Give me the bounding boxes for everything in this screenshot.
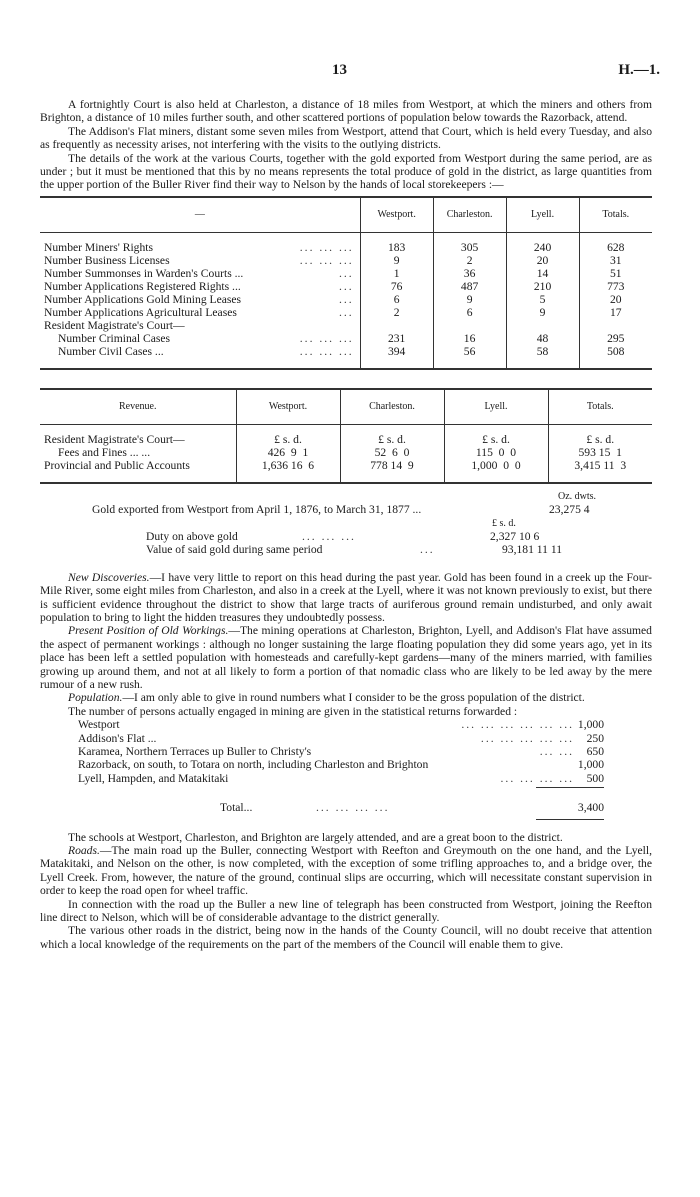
courts-cell [506,319,579,332]
courts-cell: 9 [360,254,433,267]
population-total-label: Total... [220,800,253,814]
courts-cell: 5 [506,293,579,306]
population-row-leader-dots: ... ... ... ... [500,771,574,785]
revenue-row-label: Provincial and Public Accounts [44,458,190,472]
courts-cell: 1 [360,267,433,280]
courts-cell: 58 [506,345,579,358]
courts-row-leader-dots: ... [338,279,354,293]
revenue-header-label: Revenue. [119,401,157,413]
courts-cell: 210 [506,280,579,293]
courts-table-row [40,332,652,345]
paragraph-details-intro: The details of the work at the various Courts, together with the gold exported from Westport during the same period, are as under ; but it must be mentioned that this by no means represents the total produce of gold in the district, as large quantities from the upper portion of the Buller River find their way to Nelson by the hands of local storekeepers :— [40,151,652,192]
population-row-leader-dots: ... ... ... ... ... [480,731,574,745]
courts-table [40,196,652,370]
revenue-cell: 778 14 9 [340,459,444,472]
courts-cell: 628 [579,241,652,254]
revenue-units-cell: £ s. d. [548,433,652,446]
population-row-value: 1,000 [577,718,604,732]
gold-exported-label: Gold exported from Westport from April 1, 1876, to March 31, 1877 ... [92,503,422,517]
revenue-cell: 1,636 16 6 [236,459,340,472]
courts-row-label: Number Business Licenses [44,253,170,267]
revenue-table-row [40,446,652,459]
courts-row-label: Number Summonses in Warden's Courts ... [44,266,244,280]
courts-cell: 76 [360,280,433,293]
population-row-leader-dots: ... ... ... ... ... ... [461,718,574,732]
gold-exported-value: 23,275 4 [549,503,590,517]
old-workings-heading: Present Position of Old Workings. [68,624,229,638]
duty-label: Duty on above gold [146,530,238,544]
courts-cell: 508 [579,345,652,358]
courts-header-charleston: Charleston. [433,197,506,233]
courts-table-row [40,319,652,332]
courts-row-label: Number Civil Cases ... [58,344,164,358]
population-row [40,732,652,745]
courts-header-blank: — [194,209,205,221]
courts-table-row [40,280,652,293]
courts-cell: 394 [360,345,433,358]
courts-row-label: Number Miners' Rights [44,240,154,254]
courts-cell: 20 [506,254,579,267]
revenue-cell: 52 6 0 [340,446,444,459]
revenue-units-cell: £ s. d. [340,433,444,446]
courts-table-row [40,241,652,254]
paragraph-population [40,691,652,704]
courts-row-leader-dots: ... [338,266,354,280]
gold-value-label: Value of said gold during same period [146,543,323,557]
courts-row-leader-dots: ... ... ... [299,240,354,254]
courts-header-totals: Totals. [579,197,652,233]
paragraph-other-roads: The various other roads in the district, being now in the hands of the County Council, will no doubt receive that attention which a local knowledge of the requirements on the part of the members of the Council will enable them to give. [40,924,652,951]
duty-dots: ... ... ... [302,530,356,544]
population-row-value: 500 [586,771,604,785]
revenue-header-lyell: Lyell. [444,389,548,425]
population-row-leader-dots: ... ... [539,745,574,759]
page-number: 13 [332,62,347,78]
courts-cell: 48 [506,332,579,345]
revenue-table-row [40,459,652,472]
courts-cell [579,319,652,332]
courts-cell: 16 [433,332,506,345]
courts-header-lyell: Lyell. [506,197,579,233]
new-discoveries-heading: New Discoveries. [68,570,150,584]
courts-cell: 51 [579,267,652,280]
paragraph-charleston-court: A fortnightly Court is also held at Charleston, a distance of 18 miles from Westport, at which the miners and others from Brighton, a distance of 10 miles further south, and other scattered portions of population below towards the Razorback, attend. [40,98,652,125]
courts-row-leader-dots: ... [338,305,354,319]
population-heading: Population. [68,691,123,705]
courts-cell [433,319,506,332]
paragraph-schools: The schools at Westport, Charleston, and Brighton are largely attended, and are a great boon to the district. [68,830,563,844]
gold-value-dots: ... [420,543,435,557]
revenue-units-cell: £ s. d. [236,433,340,446]
population-row-value: 650 [586,745,604,759]
paragraph-telegraph: In connection with the road up the Buller a new line of telegraph has been constructed from Westport, joining the Reefton line direct to Nelson, which will be of considerable advantage to the district generally. [40,897,652,925]
revenue-cell: 3,415 11 3 [548,459,652,472]
revenue-row-label: Resident Magistrate's Court— [44,432,185,446]
page-body [40,98,652,951]
revenue-cell: 593 15 1 [548,446,652,459]
population-row-label: Westport [78,718,120,732]
courts-cell: 6 [360,293,433,306]
courts-cell: 231 [360,332,433,345]
courts-cell: 487 [433,280,506,293]
population-row-label: Razorback, on south, to Totara on north, including Charleston and Brighton [78,758,429,772]
population-text: —I am only able to give in round numbers what I consider to be the gross population of the district. [122,691,585,705]
revenue-header-charleston: Charleston. [340,389,444,425]
courts-row-label: Number Applications Registered Rights ... [44,279,241,293]
population-list [40,718,652,785]
page-header [0,62,700,82]
courts-table-row [40,306,652,319]
courts-cell: 6 [433,306,506,319]
courts-cell: 773 [579,280,652,293]
courts-cell: 295 [579,332,652,345]
population-row [40,745,652,758]
courts-table-row [40,345,652,358]
new-discoveries-text: —I have very little to report on this head during the past year. Gold has been found in a creek up the Four-Mile River, some eight miles from Charleston, and also in a creek at the Lyell, where it was not known previously to exist, but there is sufficient evidence throughout the district to show that large tracts of auriferous ground remain undisturbed, and only await population to bring to light the hidden treasures they undoubtedly possess. [40,570,652,625]
courts-cell: 2 [360,306,433,319]
courts-row-label: Number Applications Gold Mining Leases [44,292,242,306]
paragraph-new-discoveries [40,571,652,625]
population-row-label: Karamea, Northern Terraces up Buller to Christy's [78,745,312,759]
revenue-cell: 426 9 1 [236,446,340,459]
population-total-dots: ... ... ... ... [316,800,390,814]
courts-cell: 17 [579,306,652,319]
revenue-cell: 115 0 0 [444,446,548,459]
gold-units-money: £ s. d. [492,517,516,529]
courts-table-row [40,293,652,306]
gold-units-oz: Oz. dwts. [558,490,597,502]
gold-exports [40,490,652,557]
revenue-table [40,388,652,484]
courts-cell: 9 [506,306,579,319]
old-workings-text: —The mining operations at Charleston, Brighton, Lyell, and Addison's Flat have assumed the aspect of permanent workings : although no longer sustaining the large floating population they did some years ago, yet in its place has been left a settled population with homesteads and carefully-kept gardens—many of the miners married, with families growing up around them, and not at all likely to form a portion of that nomadic class who are likely to be led away by the mere rumour of a new rush. [40,624,652,692]
courts-cell: 14 [506,267,579,280]
duty-value: 2,327 10 6 [490,530,540,544]
courts-row-leader-dots: ... [338,292,354,306]
population-row [40,758,652,771]
courts-row-label: Resident Magistrate's Court— [44,318,185,332]
courts-row-label: Number Applications Agricultural Leases [44,305,237,319]
courts-cell: 183 [360,241,433,254]
revenue-header-westport: Westport. [236,389,340,425]
roads-text: —The main road up the Buller, connecting Westport with Reefton and Greymouth on the one hand, and the Lyell, Matakitaki, and Nelson on the other, is now completed, with the exception of some trifling approaches to, and a bridge over, the Lyell Creek. From, however, the nature of the ground, continual slips are occurring, which will necessitate constant supervision in order to keep the road open for wheel traffic. [40,844,652,898]
revenue-cell: 1,000 0 0 [444,459,548,472]
population-row-label: Lyell, Hampden, and Matakitaki [78,771,229,785]
courts-cell: 36 [433,267,506,280]
courts-cell [360,319,433,332]
revenue-units-row [40,433,652,446]
population-row [40,718,652,731]
courts-table-row [40,254,652,267]
population-row-value: 250 [586,731,604,745]
paragraph-addisons-flat: The Addison's Flat miners, distant some seven miles from Westport, attend that Court, which is held every Tuesday, and also as frequently as necessity arises, not interfering with the visits to the outlying districts. [40,124,652,152]
revenue-header-totals: Totals. [548,389,652,425]
courts-cell: 9 [433,293,506,306]
revenue-units-cell: £ s. d. [444,433,548,446]
courts-row-leader-dots: ... ... ... [299,344,354,358]
document-reference: H.—1. [618,62,660,78]
courts-cell: 20 [579,293,652,306]
courts-table-row [40,267,652,280]
population-row-value: 1,000 [577,758,604,772]
gold-value-value: 93,181 11 11 [501,543,562,557]
paragraph-old-workings [40,624,652,691]
paragraph-roads [40,844,652,898]
courts-cell: 240 [506,241,579,254]
courts-cell: 56 [433,345,506,358]
population-row [40,772,652,785]
population-total-value: 3,400 [577,800,604,814]
population-row-label: Addison's Flat ... [78,731,157,745]
courts-row-leader-dots: ... ... ... [299,253,354,267]
courts-row-leader-dots: ... ... ... [299,331,354,345]
courts-cell: 305 [433,241,506,254]
roads-heading: Roads. [68,844,100,858]
courts-row-label: Number Criminal Cases [58,331,171,345]
population-intro: The number of persons actually engaged in mining are given in the statistical returns forwarded : [68,704,518,718]
courts-cell: 2 [433,254,506,267]
revenue-row-label: Fees and Fines ... ... [58,445,151,459]
courts-header-westport: Westport. [360,197,433,233]
courts-cell: 31 [579,254,652,267]
